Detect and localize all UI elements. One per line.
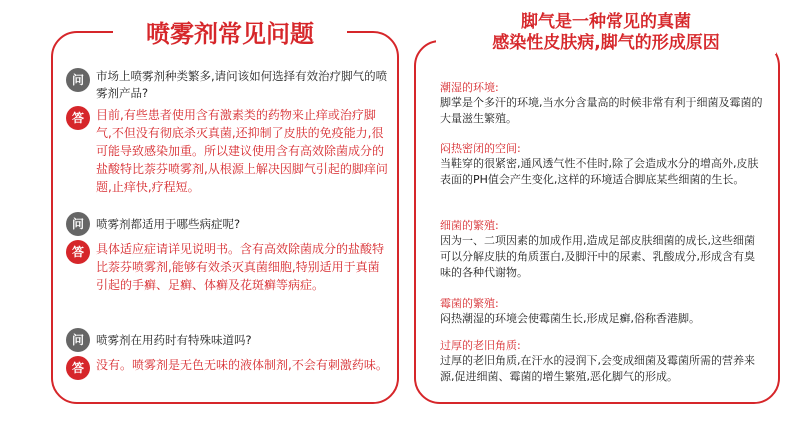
cause-heading: 潮湿的环境: (440, 81, 499, 94)
answer-badge: 答 (66, 106, 90, 130)
cause-section (440, 80, 765, 127)
cause-heading: 闷热密闭的空间: (440, 142, 521, 155)
cause-heading: 过厚的老旧角质: (440, 339, 521, 352)
causes-title (436, 12, 776, 54)
causes-title-line2: 感染性皮肤病,脚气的形成原因 (492, 33, 720, 53)
question-text: 市场上喷雾剂种类繁多,请问该如何选择有效治疗脚气的喷雾剂产品? (96, 69, 388, 100)
cause-section (440, 141, 765, 188)
answer-row (66, 106, 391, 196)
cause-section (440, 296, 765, 327)
answer-badge: 答 (66, 240, 90, 264)
answer-row (66, 356, 391, 374)
answer-text: 目前,有些患者使用含有激素类的药物来止痒或治疗脚气,不但没有彻底杀灭真菌,还抑制了皮肤的免疫能力,很可能导致感染加重。所以建议使用含有高效除菌成分的盐酸特比萘芬喷雾剂,从根源上解决因脚气引起的脚痒问题,止痒快,疗程短。 (96, 108, 388, 194)
answer-row (66, 240, 391, 294)
cause-body: 当鞋穿的很紧密,通风透气性不佳时,除了会造成水分的增高外,皮肤表面的PH值会产生变化,这样的环境适合脚底某些细菌的生长。 (440, 157, 759, 186)
question-text: 喷雾剂在用药时有特殊味道吗? (96, 333, 252, 347)
cause-section (440, 218, 765, 281)
answer-text: 没有。喷雾剂是无色无味的液体制剂,不会有刺激药味。 (96, 358, 388, 372)
cause-body: 闷热潮湿的环境会使霉菌生长,形成足癣,俗称香港脚。 (440, 312, 700, 325)
faq-item (66, 212, 391, 294)
question-row (66, 68, 391, 102)
question-row (66, 212, 391, 236)
cause-heading: 细菌的繁殖: (440, 219, 499, 232)
faq-title: 喷雾剂常见问题 (113, 19, 347, 49)
cause-body: 脚掌是个多汗的环境,当水分含量高的时候非常有利于细菌及霉菌的大量滋生繁殖。 (440, 96, 763, 125)
cause-heading: 霉菌的繁殖: (440, 297, 499, 310)
question-text: 喷雾剂都适用于哪些病症呢? (96, 217, 241, 231)
causes-title-line1: 脚气是一种常见的真菌 (521, 12, 691, 32)
answer-text: 具体适应症请详见说明书。含有高效除菌成分的盐酸特比萘芬喷雾剂,能够有效杀灭真菌细胞,特别适用于真菌引起的手癣、足癣、体癣及花斑癣等病症。 (96, 242, 385, 292)
cause-body: 过厚的老旧角质,在汗水的浸润下,会变成细菌及霉菌所需的营养来源,促进细菌、霉菌的增生繁殖,恶化脚气的形成。 (440, 354, 755, 383)
faq-item (66, 328, 391, 374)
cause-body: 因为一、二项因素的加成作用,造成足部皮肤细菌的成长,这些细菌可以分解皮肤的角质蛋白,及脚汗中的尿素、乳酸成分,形成含有臭味的各种代谢物。 (440, 234, 755, 279)
cause-section (440, 338, 765, 385)
question-row (66, 328, 391, 352)
answer-badge: 答 (66, 356, 90, 380)
question-badge: 问 (66, 212, 90, 236)
faq-item (66, 68, 391, 196)
question-badge: 问 (66, 328, 90, 352)
question-badge: 问 (66, 68, 90, 92)
